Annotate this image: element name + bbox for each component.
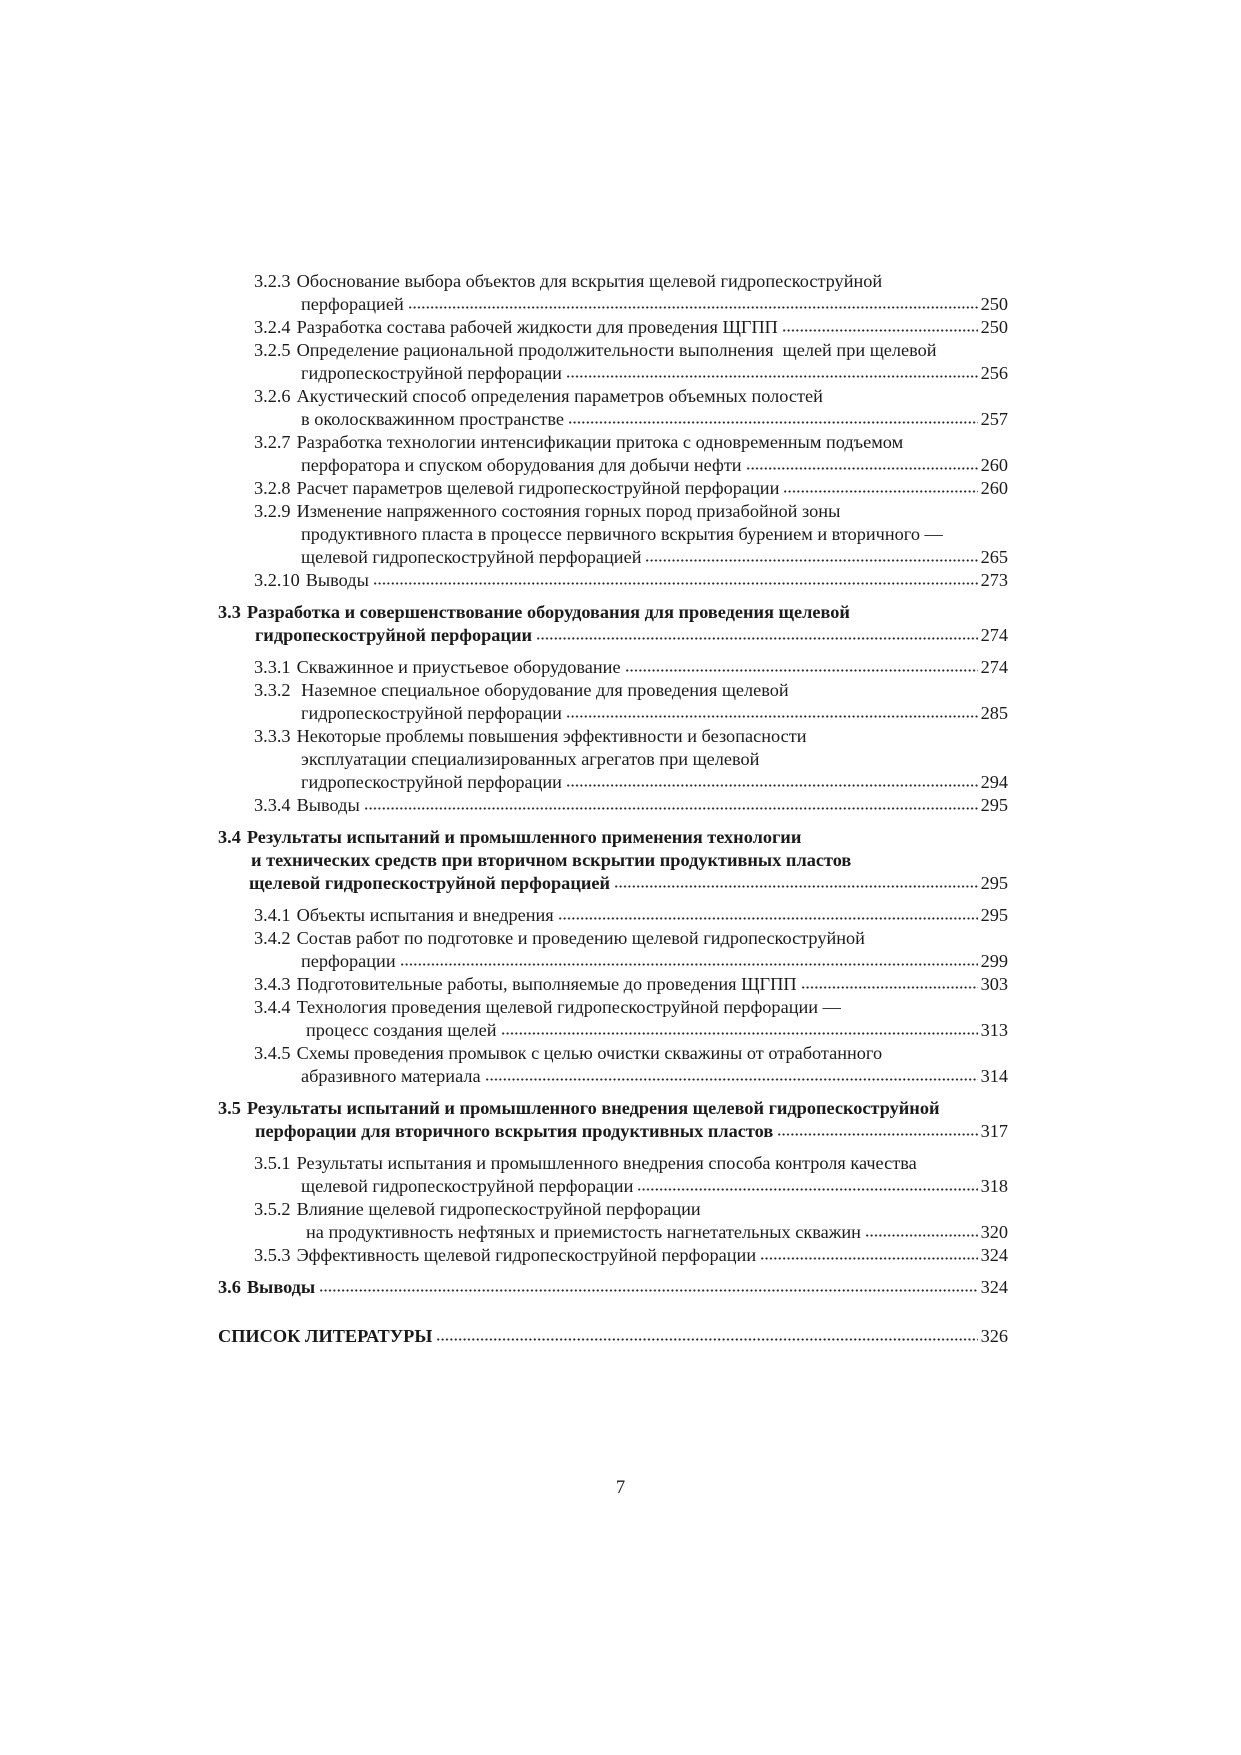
entry-number: 3.3.2 (254, 680, 291, 700)
entry-number: 3.3.1 (254, 657, 291, 677)
entry-title-cont: перфоратора и спуском оборудования для добычи нефти (301, 455, 742, 475)
toc-section-3-4-cont (218, 849, 1008, 872)
entry-number: 3.2.7 (254, 432, 291, 452)
toc-entry-3-2-7[interactable] (218, 431, 1008, 454)
entry-title: Состав работ по подготовке и проведению щелевой гидропескоструйной (296, 928, 865, 948)
section-title: Результаты испытаний и промышленного внедрения щелевой гидропескоструйной (246, 1098, 940, 1118)
section-number: 3.5 (218, 1098, 241, 1118)
entry-number: 3.4.2 (254, 928, 291, 948)
toc-entry-3-4-4[interactable] (218, 996, 1008, 1019)
toc-entry-3-3-2[interactable] (218, 679, 1008, 702)
toc-entry-3-2-9-cont2[interactable] (218, 546, 1008, 569)
dot-leader (614, 884, 978, 889)
dot-leader (566, 714, 978, 719)
table-of-contents (218, 270, 1008, 1348)
entry-number: 3.2.8 (254, 478, 291, 498)
entry-number: 3.4.5 (254, 1043, 291, 1063)
section-title-cont: перфорации для вторичного вскрытия продуктивных пластов (255, 1121, 774, 1141)
section-page: 295 (980, 873, 1008, 893)
entry-page: 256 (980, 363, 1008, 383)
dot-leader (746, 466, 978, 471)
entry-title-cont: гидропескоструйной перфорации (301, 703, 562, 723)
entry-number: 3.5.1 (254, 1153, 291, 1173)
toc-entry-3-2-5[interactable] (218, 339, 1008, 362)
entry-page: 250 (980, 317, 1008, 337)
entry-number: 3.5.3 (254, 1245, 291, 1265)
section-number: 3.6 (218, 1277, 241, 1297)
entry-title: Технология проведения щелевой гидропескоструйной перфорации — (296, 997, 841, 1017)
toc-entry-3-3-3-cont (218, 748, 1008, 771)
toc-entry-3-2-3-cont[interactable] (218, 293, 1008, 316)
dot-leader (436, 1337, 977, 1342)
section-title: Разработка и совершенствование оборудования для проведения щелевой (246, 602, 850, 622)
dot-leader (783, 489, 977, 494)
entry-page: 324 (980, 1245, 1008, 1265)
references-page: 326 (980, 1326, 1008, 1346)
section-title-cont: и технических средств при вторичном вскрытии продуктивных пластов (251, 850, 852, 870)
entry-page: 260 (980, 478, 1008, 498)
dot-leader (536, 636, 978, 641)
toc-section-3-3[interactable] (218, 601, 1008, 624)
dot-leader (364, 806, 978, 811)
toc-entry-3-4-2-cont[interactable] (218, 950, 1008, 973)
entry-title-cont: эксплуатации специализированных агрегатов при щелевой (301, 749, 760, 769)
dot-leader (566, 783, 978, 788)
dot-leader (501, 1031, 978, 1036)
entry-page: 274 (980, 657, 1008, 677)
entry-title: Схемы проведения промывок с целью очистки скважины от отработанного (296, 1043, 883, 1063)
entry-title: Скважинное и приустьевое оборудование (296, 657, 621, 677)
entry-title: Расчет параметров щелевой гидропескоструйной перфорации (296, 478, 780, 498)
entry-title: Результаты испытания и промышленного внедрения способа контроля качества (296, 1153, 917, 1173)
dot-leader (625, 668, 978, 673)
section-title: Выводы (246, 1277, 316, 1297)
entry-title: Наземное специальное оборудование для проведения щелевой (296, 680, 789, 700)
entry-page: 295 (980, 795, 1008, 815)
section-number: 3.3 (218, 602, 241, 622)
entry-number: 3.5.2 (254, 1199, 291, 1219)
toc-entry-3-2-9[interactable] (218, 500, 1008, 523)
entry-title-cont: абразивного материала (301, 1066, 481, 1086)
entry-number: 3.2.4 (254, 317, 291, 337)
page-number: 7 (615, 1478, 626, 1498)
toc-entry-3-5-1-cont[interactable] (218, 1175, 1008, 1198)
entry-page: 314 (980, 1066, 1008, 1086)
entry-number: 3.2.3 (254, 271, 291, 291)
entry-number: 3.3.4 (254, 795, 291, 815)
entry-title-cont: на продуктивность нефтяных и приемистость нагнетательных скважин (306, 1222, 861, 1242)
toc-entry-3-5-2-cont[interactable] (218, 1221, 1008, 1244)
entry-number: 3.2.9 (254, 501, 291, 521)
entry-title-cont: гидропескоструйной перфорации (301, 363, 562, 383)
entry-number: 3.3.3 (254, 726, 291, 746)
dot-leader (373, 581, 978, 586)
entry-page: 295 (980, 905, 1008, 925)
dot-leader (645, 558, 977, 563)
section-number: 3.4 (218, 827, 241, 847)
section-title: Результаты испытаний и промышленного применения технологии (246, 827, 802, 847)
toc-section-3-5-cont[interactable] (218, 1120, 1008, 1143)
entry-page: 299 (980, 951, 1008, 971)
entry-title: Влияние щелевой гидропескоструйной перфорации (296, 1199, 701, 1219)
entry-title: Подготовительные работы, выполняемые до проведения ЩГПП (296, 974, 797, 994)
entry-title: Некоторые проблемы повышения эффективности и безопасности (296, 726, 807, 746)
entry-page: 257 (980, 409, 1008, 429)
entry-title: Акустический способ определения параметров объемных полостей (296, 386, 823, 406)
entry-title-cont: процесс создания щелей (306, 1020, 497, 1040)
entry-number: 3.4.4 (254, 997, 291, 1017)
entry-title: Изменение напряженного состояния горных пород призабойной зоны (296, 501, 841, 521)
toc-entry-3-3-4[interactable] (218, 794, 1008, 817)
toc-entry-3-4-3[interactable] (218, 973, 1008, 996)
entry-title: Обоснование выбора объектов для вскрытия щелевой гидропескоструйной (296, 271, 883, 291)
entry-number: 3.2.6 (254, 386, 291, 406)
section-page: 274 (980, 625, 1008, 645)
entry-page: 318 (980, 1176, 1008, 1196)
entry-page: 303 (980, 974, 1008, 994)
toc-references[interactable] (218, 1325, 1008, 1348)
toc-entry-3-4-2[interactable] (218, 927, 1008, 950)
toc-entry-3-2-6[interactable] (218, 385, 1008, 408)
toc-entry-3-3-3[interactable] (218, 725, 1008, 748)
toc-entry-3-2-8[interactable] (218, 477, 1008, 500)
entry-number: 3.4.1 (254, 905, 291, 925)
toc-entry-3-2-7-cont[interactable] (218, 454, 1008, 477)
dot-leader (566, 374, 978, 379)
entry-title-cont: продуктивного пласта в процессе первичного вскрытия бурением и вторичного — (301, 524, 943, 544)
entry-page: 320 (980, 1222, 1008, 1242)
toc-section-3-4[interactable] (218, 826, 1008, 849)
toc-entry-3-2-5-cont[interactable] (218, 362, 1008, 385)
entry-page: 294 (980, 772, 1008, 792)
entry-page: 250 (980, 294, 1008, 314)
entry-title: Эффективность щелевой гидропескоструйной перфорации (296, 1245, 757, 1265)
dot-leader (637, 1187, 977, 1192)
entry-title: Разработка состава рабочей жидкости для проведения ЩГПП (296, 317, 778, 337)
toc-entry-3-3-3-cont2[interactable] (218, 771, 1008, 794)
section-title-cont: щелевой гидропескоструйной перфорацией (249, 873, 611, 893)
entry-title-cont: перфорацией (301, 294, 404, 314)
dot-leader (568, 420, 978, 425)
entry-page: 260 (980, 455, 1008, 475)
references-title: СПИСОК ЛИТЕРАТУРЫ (218, 1326, 433, 1346)
toc-section-3-6[interactable] (218, 1276, 1008, 1299)
section-page: 324 (980, 1277, 1008, 1297)
entry-title-cont: щелевой гидропескоструйной перфорацией (301, 547, 642, 567)
toc-entry-3-5-3[interactable] (218, 1244, 1008, 1267)
dot-leader (400, 962, 978, 967)
section-title-cont: гидропескоструйной перфорации (255, 625, 533, 645)
entry-number: 3.2.5 (254, 340, 291, 360)
toc-entry-3-2-10[interactable] (218, 569, 1008, 592)
entry-title-cont: гидропескоструйной перфорации (301, 772, 562, 792)
toc-entry-3-2-4[interactable] (218, 316, 1008, 339)
toc-entry-3-2-9-cont (218, 523, 1008, 546)
toc-entry-3-4-5-cont[interactable] (218, 1065, 1008, 1088)
entry-page: 313 (980, 1020, 1008, 1040)
dot-leader (408, 305, 978, 310)
toc-entry-3-2-3[interactable] (218, 270, 1008, 293)
toc-entry-3-2-6-cont[interactable] (218, 408, 1008, 431)
entry-title-cont: перфорации (301, 951, 396, 971)
entry-page: 285 (980, 703, 1008, 723)
dot-leader (865, 1233, 978, 1238)
entry-page: 265 (980, 547, 1008, 567)
toc-entry-3-3-1[interactable] (218, 656, 1008, 679)
entry-title: Определение рациональной продолжительности выполнения щелей при щелевой (296, 340, 937, 360)
toc-entry-3-4-1[interactable] (218, 904, 1008, 927)
dot-leader (319, 1288, 977, 1293)
entry-number: 3.2.10 (254, 570, 300, 590)
dot-leader (782, 328, 978, 333)
toc-section-3-3-cont[interactable] (218, 624, 1008, 647)
entry-page: 273 (980, 570, 1008, 590)
entry-number: 3.4.3 (254, 974, 291, 994)
toc-section-3-5[interactable] (218, 1097, 1008, 1120)
dot-leader (777, 1132, 977, 1137)
entry-title-cont: щелевой гидропескоструйной перфорации (301, 1176, 634, 1196)
section-page: 317 (980, 1121, 1008, 1141)
dot-leader (485, 1077, 978, 1082)
dot-leader (760, 1256, 977, 1261)
entry-title-cont: в околоскважинном пространстве (301, 409, 564, 429)
toc-entry-3-3-2-cont[interactable] (218, 702, 1008, 725)
entry-title: Выводы (305, 570, 369, 590)
dot-leader (558, 916, 978, 921)
toc-section-3-4-cont2[interactable] (218, 872, 1008, 895)
dot-leader (801, 985, 978, 990)
entry-title: Объекты испытания и внедрения (296, 905, 554, 925)
entry-title: Разработка технологии интенсификации притока с одновременным подъемом (296, 432, 904, 452)
toc-entry-3-5-2[interactable] (218, 1198, 1008, 1221)
toc-entry-3-4-5[interactable] (218, 1042, 1008, 1065)
toc-entry-3-5-1[interactable] (218, 1152, 1008, 1175)
toc-entry-3-4-4-cont[interactable] (218, 1019, 1008, 1042)
entry-title: Выводы (296, 795, 360, 815)
